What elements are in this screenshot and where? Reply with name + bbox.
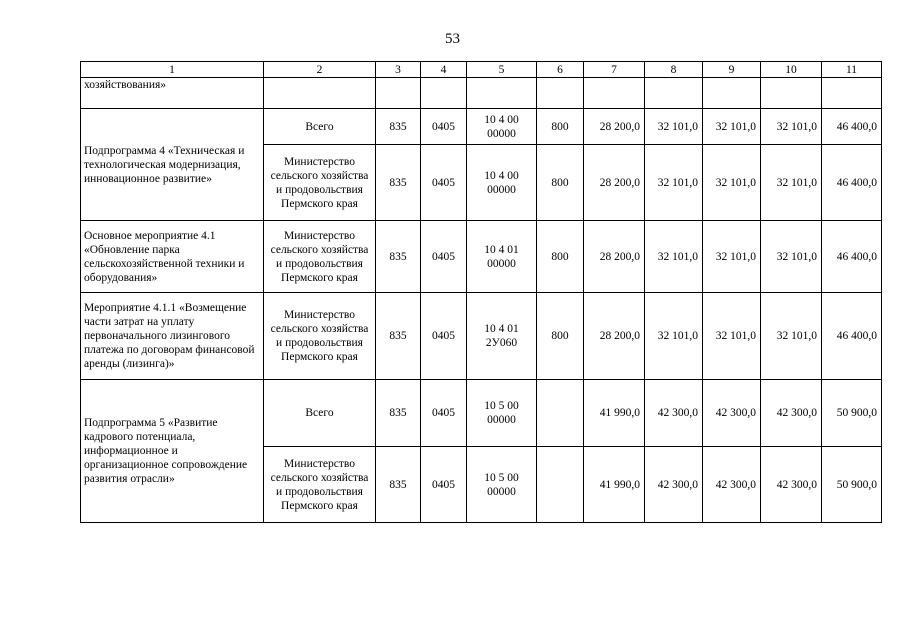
amount-cell: 28 200,0 [584,145,645,221]
budget-table [80,61,882,523]
grbs-cell: 835 [376,109,421,145]
amount-cell: 32 101,0 [645,145,703,221]
column-header: 10 [761,62,822,78]
amount-cell: 42 300,0 [703,447,761,523]
csr-cell: 10 4 00 00000 [467,145,537,221]
executor-cell: Всего [264,109,376,145]
table-row [81,221,882,293]
amount-cell: 28 200,0 [584,293,645,380]
amount-cell: 28 200,0 [584,109,645,145]
amount-cell: 32 101,0 [761,293,822,380]
executor-cell: Министерство сельского хозяйства и продовольствия Пермского края [264,447,376,523]
column-header: 1 [81,62,264,78]
amount-cell: 32 101,0 [645,221,703,293]
column-header: 9 [703,62,761,78]
amount-cell: 42 300,0 [645,447,703,523]
column-header: 6 [537,62,584,78]
amount-cell: 32 101,0 [703,145,761,221]
executor-cell: Всего [264,380,376,447]
vr-cell: 800 [537,293,584,380]
csr-cell: 10 5 00 00000 [467,447,537,523]
amount-cell: 32 101,0 [703,293,761,380]
amount-cell: 50 900,0 [822,447,882,523]
rzpr-cell: 0405 [421,109,467,145]
program-name-cell: Подпрограмма 5 «Развитие кадрового потенциала, информационное и организационное сопровождение развития отрасли» [81,380,264,523]
amount-cell: 32 101,0 [703,221,761,293]
rzpr-cell: 0405 [421,447,467,523]
grbs-cell: 835 [376,221,421,293]
executor-cell: Министерство сельского хозяйства и продовольствия Пермского края [264,145,376,221]
rzpr-cell: 0405 [421,145,467,221]
program-name-cell: Мероприятие 4.1.1 «Возмещение части затрат на уплату первоначального лизингового платежа по договорам финансовой аренды (лизинга)» [81,293,264,380]
vr-cell: 800 [537,109,584,145]
amount-cell: 50 900,0 [822,380,882,447]
rzpr-cell: 0405 [421,293,467,380]
page-number: 53 [445,31,460,47]
grbs-cell: 835 [376,447,421,523]
amount-cell: 41 990,0 [584,380,645,447]
grbs-cell: 835 [376,380,421,447]
amount-cell: 46 400,0 [822,221,882,293]
continuation-row [81,78,882,109]
column-number-header-row [81,62,882,78]
executor-cell: Министерство сельского хозяйства и продовольствия Пермского края [264,221,376,293]
amount-cell: 32 101,0 [645,109,703,145]
vr-cell [537,447,584,523]
amount-cell: 28 200,0 [584,221,645,293]
amount-cell: 42 300,0 [645,380,703,447]
csr-cell: 10 4 00 00000 [467,109,537,145]
csr-cell: 10 5 00 00000 [467,380,537,447]
grbs-cell: 835 [376,293,421,380]
program-name-cell: Подпрограмма 4 «Техническая и технологическая модернизация, инновационное развитие» [81,109,264,221]
column-header: 2 [264,62,376,78]
csr-cell: 10 4 01 2У060 [467,293,537,380]
table-row [81,380,882,447]
column-header: 11 [822,62,882,78]
column-header: 4 [421,62,467,78]
rzpr-cell: 0405 [421,221,467,293]
amount-cell: 32 101,0 [761,109,822,145]
program-name-cell: Основное мероприятие 4.1 «Обновление парка сельскохозяйственной техники и оборудования» [81,221,264,293]
amount-cell: 42 300,0 [761,380,822,447]
rzpr-cell: 0405 [421,380,467,447]
amount-cell: 42 300,0 [761,447,822,523]
csr-cell: 10 4 01 00000 [467,221,537,293]
column-header: 8 [645,62,703,78]
grbs-cell: 835 [376,145,421,221]
amount-cell: 32 101,0 [761,145,822,221]
column-header: 5 [467,62,537,78]
amount-cell: 46 400,0 [822,145,882,221]
amount-cell: 32 101,0 [645,293,703,380]
amount-cell: 46 400,0 [822,109,882,145]
vr-cell: 800 [537,145,584,221]
vr-cell [537,380,584,447]
executor-cell: Министерство сельского хозяйства и продовольствия Пермского края [264,293,376,380]
column-header: 7 [584,62,645,78]
amount-cell: 41 990,0 [584,447,645,523]
column-header: 3 [376,62,421,78]
amount-cell: 46 400,0 [822,293,882,380]
table-row [81,109,882,145]
amount-cell: 32 101,0 [761,221,822,293]
table-row [81,293,882,380]
continuation-text: хозяйствования» [81,78,264,109]
vr-cell: 800 [537,221,584,293]
amount-cell: 42 300,0 [703,380,761,447]
amount-cell: 32 101,0 [703,109,761,145]
